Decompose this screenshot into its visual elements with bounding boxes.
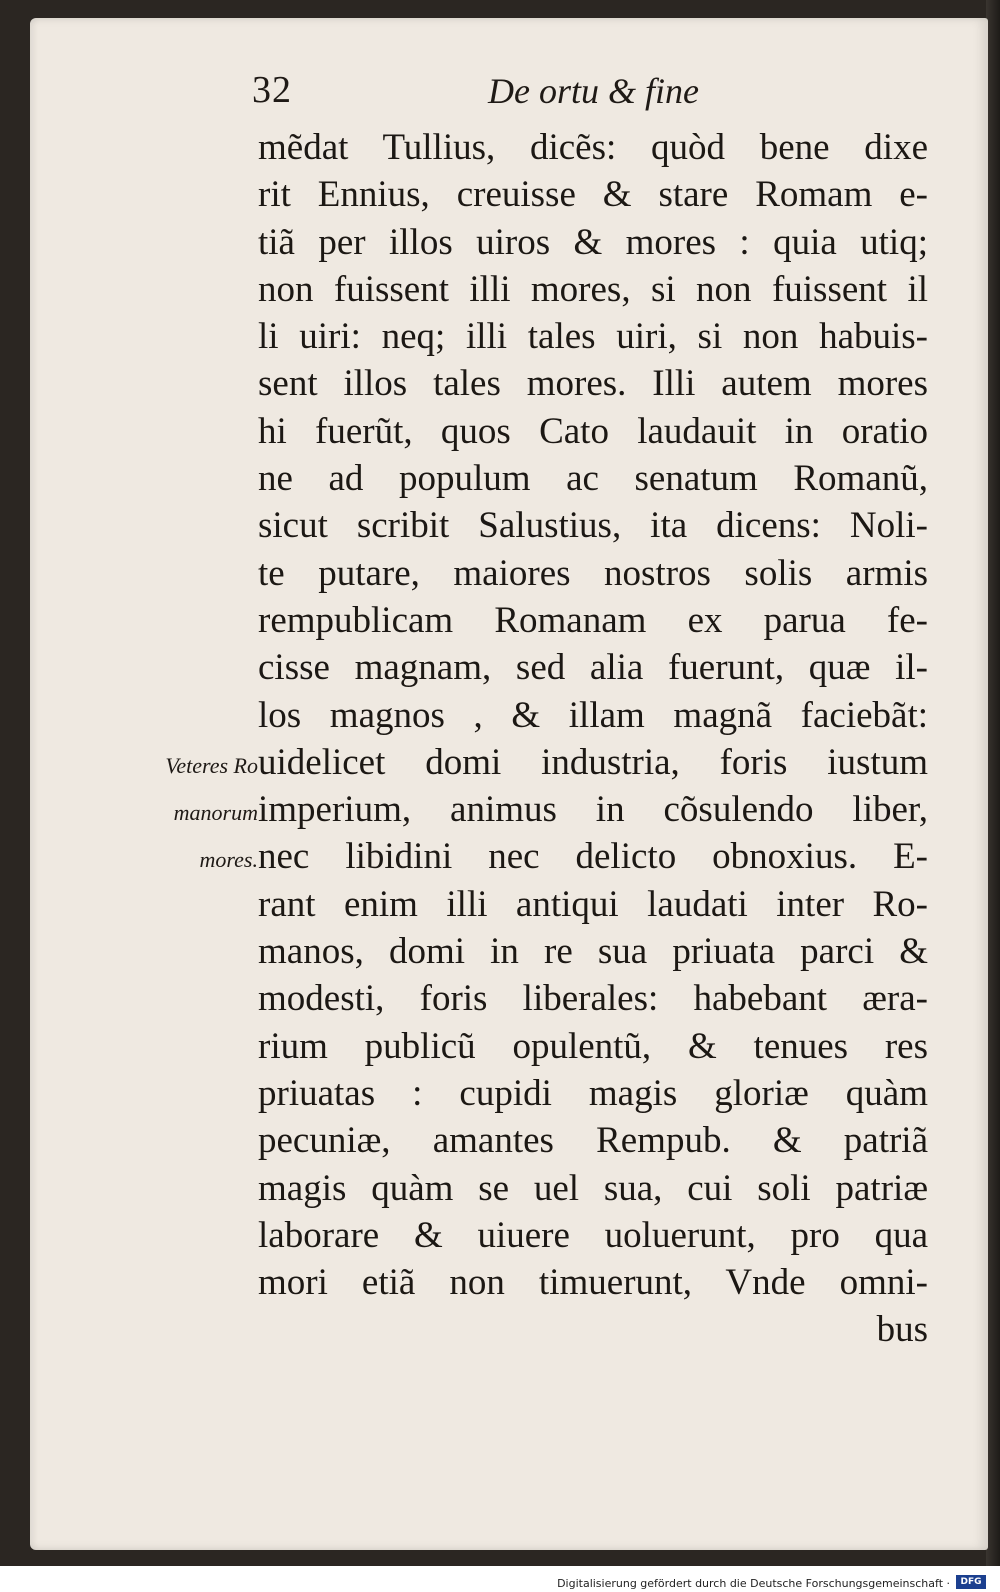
marginal-note-line: manorum: [173, 800, 258, 825]
text-line: laborare & uiuere uoluerunt, pro qua: [258, 1214, 928, 1256]
marginal-note-line: mores.: [199, 847, 258, 872]
text-line: hi fuerũt, quos Cato laudauit in oratio: [258, 410, 928, 452]
text-line: sicut scribit Salustius, ita dicens: Noli-: [258, 505, 928, 547]
catchword: bus: [876, 1309, 928, 1351]
text-line: rit Ennius, creuisse & stare Romam e-: [258, 174, 928, 216]
text-line: cisse magnam, sed alia fuerunt, quæ il-: [258, 647, 928, 689]
text-line: uidelicet domi industria, foris iustum: [258, 741, 928, 783]
book-edge: [986, 0, 1000, 1566]
text-line: rium publicũ opulentũ, & tenues res: [258, 1025, 928, 1067]
text-line: nec libidini nec delicto obnoxius. E-: [258, 836, 928, 878]
text-line: sent illos tales mores. Illi autem mores: [258, 363, 928, 405]
funding-credit: Digitalisierung gefördert durch die Deutsche Forschungsgemeinschaft ·: [557, 1577, 950, 1590]
text-line: mori etiã non timuerunt, Vnde omni-: [258, 1262, 928, 1304]
running-title: De ortu & fine: [488, 71, 699, 111]
page-number: 32: [252, 69, 292, 111]
text-line: imperium, animus in cõsulendo liber,: [258, 789, 928, 831]
text-line: rant enim illi antiqui laudati inter Ro-: [258, 883, 928, 925]
text-line: rempublicam Romanam ex parua fe-: [258, 599, 928, 641]
page-header: [252, 68, 772, 118]
marginal-note: [108, 742, 258, 883]
text-line: los magnos , & illam magnã faciebãt:: [258, 694, 928, 736]
text-line: pecuniæ, amantes Rempub. & patriã: [258, 1120, 928, 1162]
text-line: non fuissent illi mores, si non fuissent il: [258, 268, 928, 310]
facing-page-bleed: [0, 500, 26, 920]
dfg-logo: DFG: [956, 1575, 986, 1589]
marginal-note-line: Veteres Ro: [165, 753, 258, 778]
text-line: magis quàm se uel sua, cui soli patriæ: [258, 1167, 928, 1209]
text-line: li uiri: neq; illi tales uiri, si non habuis-: [258, 316, 928, 358]
text-line: te putare, maiores nostros solis armis: [258, 552, 928, 594]
text-line: mẽdat Tullius, dicẽs: quòd bene dixe: [258, 127, 928, 168]
text-line: priuatas : cupidi magis gloriæ quàm: [258, 1072, 928, 1114]
text-line: tiã per illos uiros & mores : quia utiq;: [258, 221, 928, 263]
body-text: [258, 124, 928, 1354]
text-line: manos, domi in re sua priuata parci &: [258, 931, 928, 973]
text-line: ne ad populum ac senatum Romanũ,: [258, 458, 928, 500]
text-line: modesti, foris liberales: habebant æra-: [258, 978, 928, 1020]
